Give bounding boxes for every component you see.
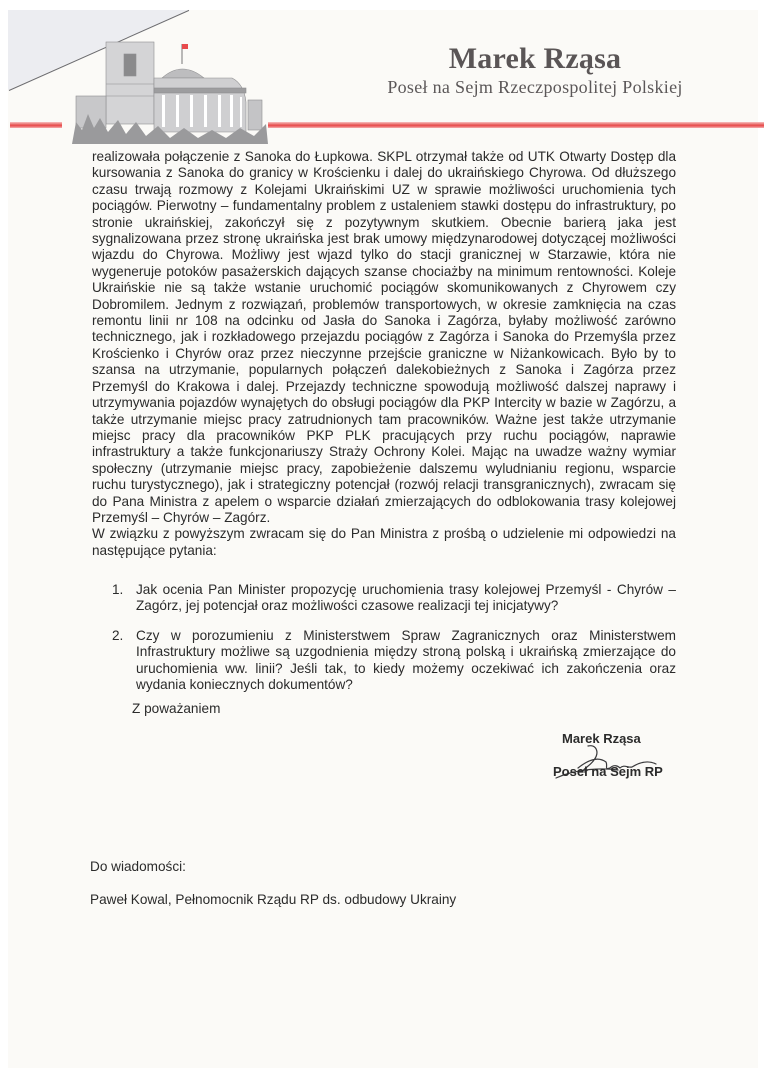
body-paragraph-1: realizowała połączenie z Sanoka do Łupkowa. SKPL otrzymał także od UTK Otwarty Dostęp dla kursowania z Sanoka do granicy w Krościenku i dalej do ukraińskiego Chyrowa. Od dłuższego czasu trwają rozmowy z Kolejami Ukraińskimi UZ w sprawie możliwości uruchomienia tych pociągów. Pierwotny – fundamentalny problem z ustaleniem stawki dostępu do infrastruktury, po stronie ukraińskiej, zakończył się z pozytywnym skutkiem. Obecnie barierą jaka jest sygnalizowana przez stronę ukraińska jest brak umowy międzynarodowej dotyczącej możliwości wjazdu do Chyrowa. Możliwy jest wjazd tylko do stacji granicznej w Starzawie, która nie wygeneruje potoków pasażerskich dających szanse chociażby na minimum rentowności. Koleje Ukraińskie nie są także wstanie uruchomić pociągów skomunikowanych z Chyrowem czy Dobromilem. Jednym z rozwiązań, problemów transportowych, w okresie zamknięcia na czas remontu linii nr 108 na odcinku od Jasła do Sanoka i Zagórza, byłaby możliwość zarówno technicznego, jak i rozkładowego przejazdu pociągów z Zagórza i Sanoka do Przemyśla przez Krościenko i Chyrów oraz przez nieczynne przejście graniczne w Niżankowicach. Było by to szansa na utrzymanie, popularnych połączeń dalekobieżnych z Sanoka i Zagórza przez Przemyśl do Krakowa i dalej. Przejazdy techniczne spowodują możliwość dalszej naprawy i utrzymywania pojazdów wynajętych do obsługi pociągów dla PKP Intercity w bazie w Zagórzu, a także utrzymanie miejsc pracy zatrudnionych tam pracowników. Ważne jest także utrzymanie miejsc pracy dla pracowników PKP PLK pracujących przy ruchu pociągów, naprawie infrastruktury a także funkcjonariuszy Straży Ochrony Kolei. Mając na uwadze ważny wymiar społeczny (utrzymanie miejsc pracy, zapobieżenie dalszemu wyludnianiu regionu, wsparcie ruchu turystycznego), jak i strategiczny potencjał (rozwój relacji transgranicznych), zwracam się do Pana Ministra z apelem o wsparcie działań zmierzających do odblokowania trasy kolejowej Przemyśl – Chyrów – Zagórz. bbox=[92, 149, 676, 525]
question-number: 2. bbox=[112, 627, 124, 643]
question-item bbox=[92, 582, 676, 615]
question-item bbox=[92, 628, 676, 694]
body-paragraph-2: W związku z powyższym zwracam się do Pan Ministra z prośbą o udzielenie mi odpowiedzi na następujące pytania: bbox=[92, 526, 676, 558]
closing-salutation: Z poważaniem bbox=[132, 701, 221, 716]
header-rule-right bbox=[268, 122, 764, 128]
cc-label: Do wiadomości: bbox=[90, 859, 186, 874]
signatory-title: Poseł na Sejm RP bbox=[553, 764, 663, 779]
question-text: Czy w porozumieniu z Ministerstwem Spraw Zagranicznych oraz Ministerstwem Infrastruktury możliwe są uzgodnienia między stroną polską i ukraińską zmierzające do uruchomienia ww. linii? Jeśli tak, to kiedy możemy oczekiwać ich zakończenia oraz wydania koniecznych dokumentów? bbox=[136, 627, 676, 693]
letterhead-subtitle: Poseł na Sejm Rzeczpospolitej Polskiej bbox=[387, 77, 683, 97]
sejm-building-icon bbox=[62, 40, 272, 148]
questions-list bbox=[92, 582, 676, 706]
header-rule-left bbox=[10, 122, 62, 128]
cc-recipient: Paweł Kowal, Pełnomocnik Rządu RP ds. odbudowy Ukrainy bbox=[90, 892, 457, 907]
handwritten-signature-icon bbox=[548, 738, 658, 788]
question-number: 1. bbox=[112, 582, 124, 597]
signatory-name: Marek Rząsa bbox=[562, 731, 641, 746]
letterhead-name: Marek Rząsa bbox=[448, 42, 622, 75]
question-text: Jak ocenia Pan Minister propozycję uruchomienia trasy kolejowej Przemyśl - Chyrów – Zagórz, jej potencjał oraz możliwości czasowe realizacji tej inicjatywy? bbox=[136, 582, 676, 614]
letter-body bbox=[92, 149, 676, 559]
